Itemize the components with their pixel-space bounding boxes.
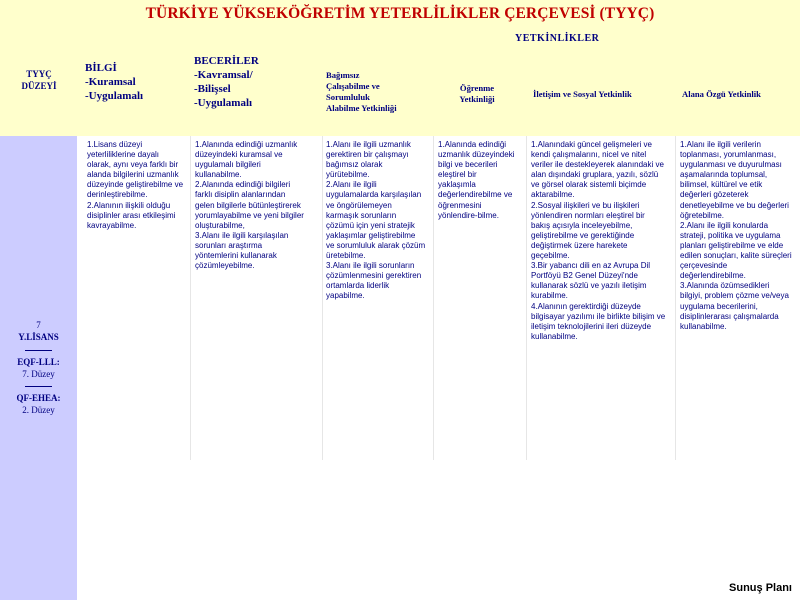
bagimsiz-item: 2.Alanı ile ilgili uygulamalarda karşılaşılan ve öngörülemeyen karmaşık sorunların çözümü için yeni stratejik yaklaşımlar geliştirebilme ve sorumluluk alarak çözüm üretebilme. <box>326 180 426 261</box>
bagimsiz-calisabilme-cell <box>326 140 426 302</box>
bagimsiz-calisabilme-header <box>326 70 397 114</box>
level-column <box>0 136 77 600</box>
beceriler-header-line: -Bilişsel <box>194 83 231 95</box>
level-number: 7 <box>36 320 41 330</box>
bilgi-header-line: -Uygulamalı <box>85 90 144 102</box>
beceriler-header-line: -Uygulamalı <box>194 97 253 109</box>
bilgi-header-line: -Kuramsal <box>85 76 136 88</box>
beceriler-header-line: -Kavramsal/ <box>194 69 253 81</box>
alana-ozgu-item: 3.Alanında özümsedikleri bilgiyi, problem çözme ve/veya uygulama becerilerini, disiplinlerarası çalışmalarda kullanabilme. <box>680 281 789 331</box>
bagimsiz-item: 1.Alanı ile ilgili uzmanlık gerektiren bir çalışmayı bağımsız olarak yürütebilme. <box>326 140 411 180</box>
bilgi-cell <box>87 140 185 231</box>
col3-header-line: Çalışabilme ve <box>326 81 380 91</box>
page-title: TÜRKİYE YÜKSEKÖĞRETİM YETERLİLİKLER ÇERÇEVESİ (TYYÇ) <box>145 5 655 22</box>
iletisim-item: 1.Alanındaki güncel gelişmeleri ve kendi çalışmalarını, nicel ve nitel veriler ile destekleyerek alanındaki ve alan dışındaki gruplara, yazılı, sözlü ve görsel olarak sistemli biçimde aktarabilme. <box>531 140 664 200</box>
bilgi-item: 1.Lisans düzeyi yeterliliklerine dayalı olarak, aynı veya farklı bir alanda bilgilerini uzmanlık düzeyinde geliştirebilme ve derinleştirebilme. <box>87 140 184 200</box>
alana-ozgu-item: 2.Alanı ile ilgili konularda strateji, politika ve uygulama planları geliştirebilme ve elde edilen sonuçları, kalite süreçleri çerçevesinde değerlendirebilme. <box>680 220 792 281</box>
sunus-plani-link[interactable]: Sunuş Planı <box>729 582 792 594</box>
col3-header-line: Sorumluluk <box>326 92 370 102</box>
column-divider <box>675 136 676 460</box>
col3-header-line: Bağımsız <box>326 70 360 80</box>
beceriler-item: 3.Alanı ile ilgili karşılaşılan sorunları araştırma yöntemlerini kullanarak çözümleyebilme. <box>195 230 289 271</box>
iletisim-item: 3.Bir yabancı dili en az Avrupa Dil Portföyü B2 Genel Düzeyi'nde kullanarak sözlü ve yazılı iletişim kurabilme. <box>531 261 651 301</box>
col4-header-line: Öğrenme <box>459 83 495 93</box>
level-divider <box>25 386 52 387</box>
yetkinlikler-heading: YETKİNLİKLER <box>515 33 600 44</box>
eqf-label: EQF-LLL: <box>17 357 60 367</box>
bagimsiz-item: 3.Alanı ile ilgili sorunların çözümlenmesini gerektiren ortamlarda liderlik yapabilme. <box>326 261 422 301</box>
bilgi-item: 2.Alanının ilişkili olduğu disiplinler arası etkileşimi kavrayabilme. <box>87 200 176 230</box>
beceriler-header-line: BECERİLER <box>194 55 259 67</box>
tyyc-header-line: DÜZEYİ <box>21 81 57 91</box>
column-divider <box>433 136 434 460</box>
beceriler-cell <box>195 140 307 271</box>
column-divider <box>526 136 527 460</box>
beceriler-item: 2.Alanında edindiği bilgileri farklı disiplin alanlarından gelen bilgilerle bütünleştirerek yorumlayabilme ve yeni bilgiler oluşturabilme, <box>195 180 304 230</box>
column-divider <box>322 136 323 460</box>
tyyc-duzeyi-header <box>0 68 78 92</box>
ogrenme-yetkinligi-header <box>438 83 516 105</box>
iletisim-item: 2.Sosyal ilişkileri ve bu ilişkileri yönlendiren normları eleştirel bir bakış açısıyla inceleyebilme, geliştirebilme ve gerektiğinde değiştirmek üzere harekete geçebilme. <box>531 200 645 261</box>
level-name: Y.LİSANS <box>18 332 59 342</box>
alana-ozgu-header: Alana Özgü Yetkinlik <box>682 89 761 99</box>
beceriler-item: 1.Alanında edindiği uzmanlık düzeyindeki kuramsal ve uygulamalı bilgileri kullanabilme. <box>195 140 298 180</box>
tyyc-header-line: TYYÇ <box>26 69 52 79</box>
col4-header-line: Yetkinliği <box>459 94 495 104</box>
qf-label: QF-EHEA: <box>16 393 61 403</box>
column-divider <box>190 136 191 460</box>
col3-header-line: Alabilme Yetkinliği <box>326 103 397 113</box>
ogrenme-item: 1.Alanında edindiği uzmanlık düzeyindeki bilgi ve becerileri eleştirel bir yaklaşımla değerlendirebilme ve öğrenmesini yönlendire-bilme. <box>438 140 515 220</box>
beceriler-header <box>194 54 259 110</box>
iletisim-sosyal-cell <box>531 140 666 342</box>
bilgi-header-line: BİLGİ <box>85 62 117 74</box>
level-divider <box>25 350 52 351</box>
eqf-value: 7. Düzey <box>22 369 55 379</box>
bilgi-header <box>85 61 143 103</box>
qf-value: 2. Düzey <box>22 405 55 415</box>
alana-ozgu-item: 1.Alanı ile ilgili verilerin toplanması, yorumlanması, uygulanması ve duyurulması aşamalarında toplumsal, bilimsel, kültürel ve etik değerleri gözeterek denetleyebilme ve bu değerleri öğretebilme. <box>680 140 789 220</box>
iletisim-sosyal-header: İletişim ve Sosyal Yetkinlik <box>533 89 632 99</box>
iletisim-item: 4.Alanının gerektirdiği düzeyde bilgisayar yazılımı ile birlikte bilişim ve iletişim teknolojilerini ileri düzeyde kullanabilme. <box>531 301 666 341</box>
ogrenme-yetkinligi-cell <box>438 140 516 221</box>
alana-ozgu-cell <box>680 140 793 332</box>
